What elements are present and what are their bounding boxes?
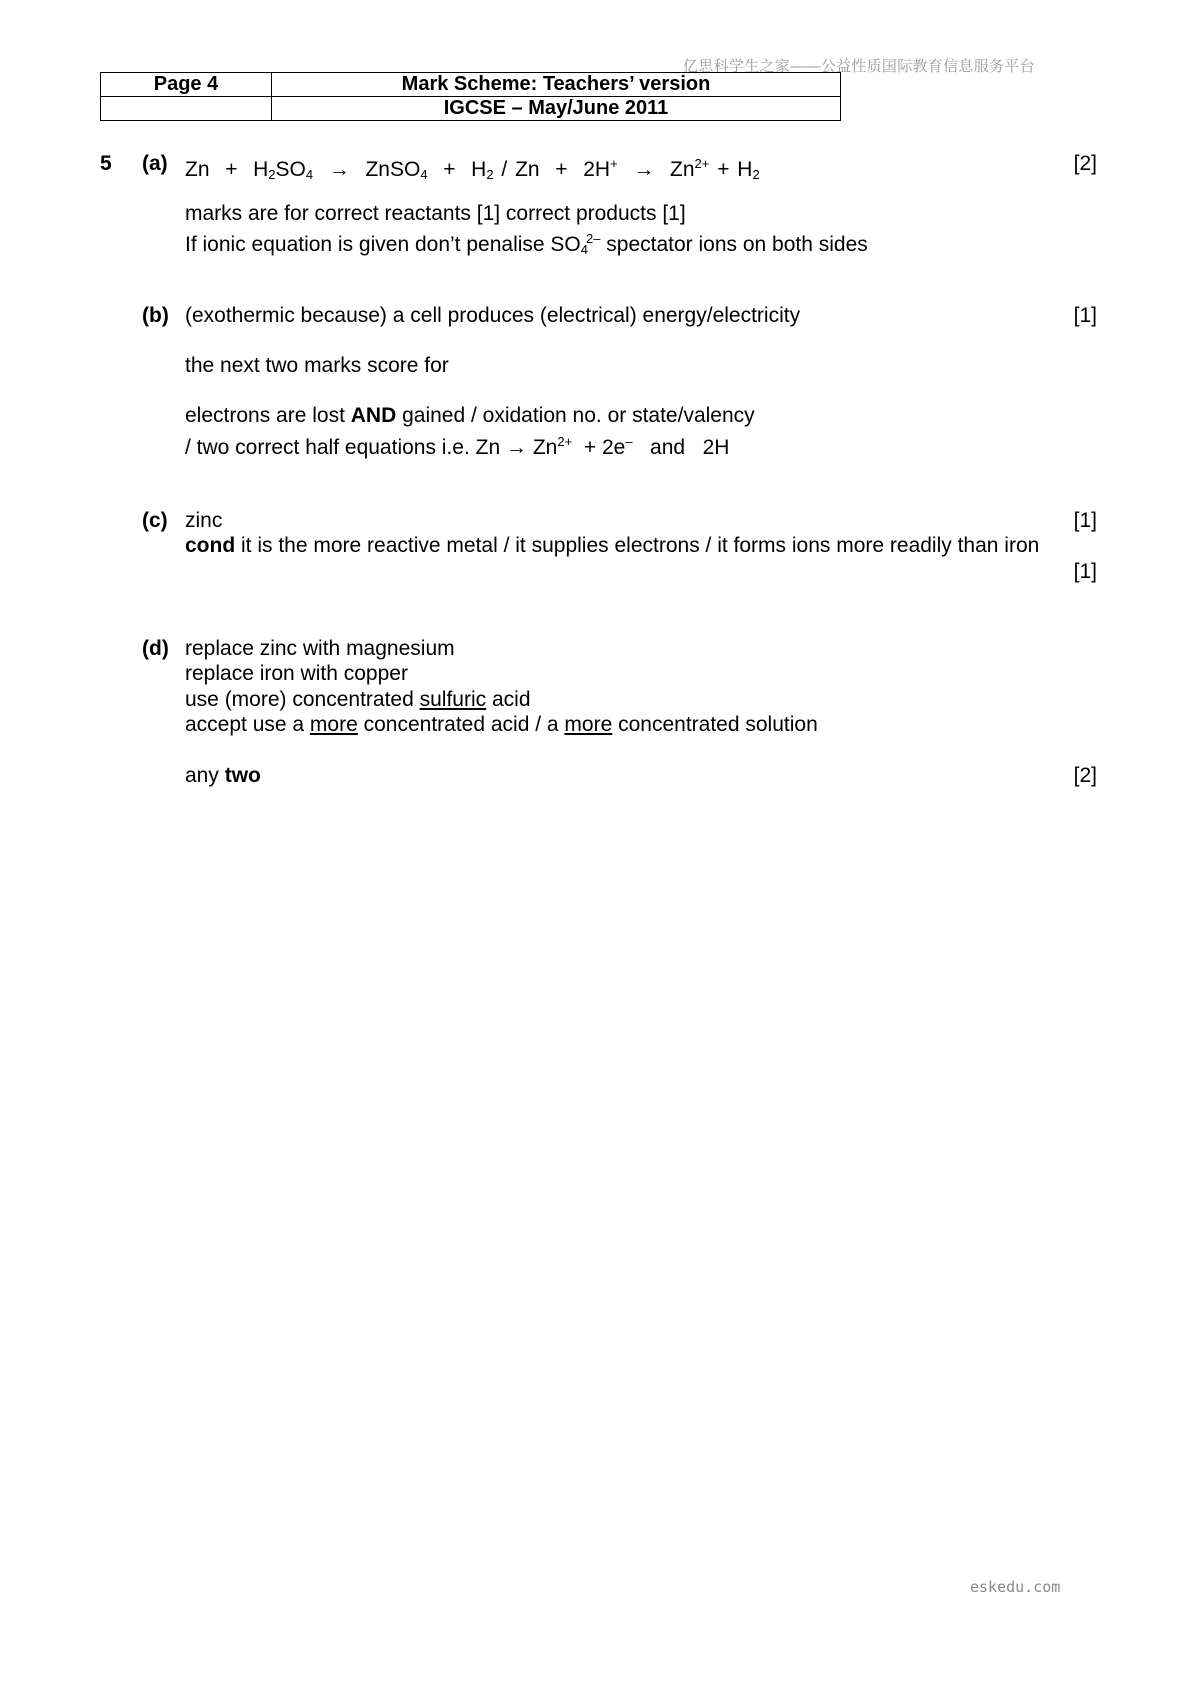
part-d-line-3: use (more) concentrated sulfuric acid (185, 688, 531, 711)
part-b-mark: [1] (1073, 304, 1097, 327)
part-d-line-2: replace iron with copper (185, 662, 408, 685)
header-table (100, 72, 841, 121)
part-d-line-1: replace zinc with magnesium (185, 637, 455, 660)
part-c-line-1: zinc (185, 509, 223, 532)
part-a-note-2: If ionic equation is given don’t penalise $SO_4^{2-}$ spectator ions on both sides (185, 231, 868, 257)
header-subtitle: IGCSE – May/June 2011 (272, 97, 841, 121)
part-c-mark-1: [1] (1073, 509, 1097, 532)
part-c-mark-2: [1] (1073, 560, 1097, 583)
header-title: Mark Scheme: Teachers’ version (272, 73, 841, 97)
question-number: 5 (100, 152, 112, 175)
part-d-label: (d) (142, 637, 169, 660)
part-b-label: (b) (142, 304, 169, 327)
part-a-equation: $Zn + H_2SO_4$ → ZnSO$_4$ + $H_2 / Zn + 2H^+ \to Zn^{2+} + H_2$ (185, 156, 760, 182)
header-page: Page 4 (101, 73, 272, 97)
part-a-mark: [2] (1073, 152, 1097, 175)
header-empty-cell (101, 97, 272, 121)
part-b-line-2: the next two marks score for (185, 354, 449, 377)
part-b-line-1: (exothermic because) a cell produces (electrical) energy/electricity (185, 304, 801, 327)
part-d-line-4: accept use a more concentrated acid / a more concentrated solution (185, 713, 818, 736)
part-d-mark: [2] (1073, 764, 1097, 787)
part-c-line-2: cond it is the more reactive metal / it supplies electrons / it forms ions more readily than iron (185, 534, 1040, 557)
part-b-line-4: / two correct half equations i.e. $Zn \to Zn^{2+} + 2e^-$ and 2H (185, 434, 730, 459)
footer-text: eskedu.com (970, 1578, 1061, 1596)
part-a-note-1: marks are for correct reactants [1] correct products [1] (185, 202, 686, 225)
watermark-text: 亿思科学生之家——公益性质国际教育信息服务平台 (683, 58, 1035, 75)
part-b-line-3: electrons are lost AND gained / oxidation no. or state/valency (185, 404, 755, 427)
part-a-label: (a) (142, 152, 168, 175)
part-d-line-5: any two (185, 764, 261, 787)
part-c-label: (c) (142, 509, 168, 532)
